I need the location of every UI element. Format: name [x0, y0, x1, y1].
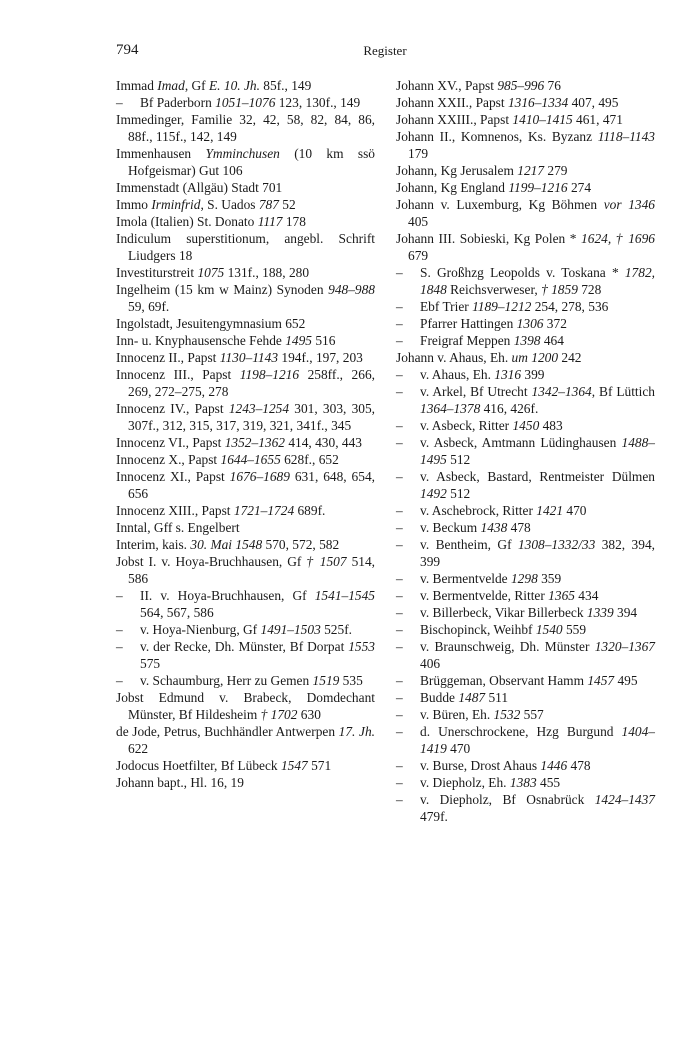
index-entry-text: v. Beckum 1438 478 [420, 520, 531, 535]
page-number: 794 [116, 42, 139, 58]
index-entry [396, 604, 655, 621]
index-column-left [116, 77, 375, 791]
index-entry [116, 145, 375, 179]
sub-entry-dash: – [396, 367, 403, 382]
sub-entry-dash: – [396, 435, 403, 450]
index-entry [396, 791, 655, 825]
index-entry [116, 757, 375, 774]
index-entry-text: v. Billerbeck, Vikar Billerbeck 1339 394 [420, 605, 638, 620]
index-entry [116, 196, 375, 213]
index-entry-text: Immenstadt (Allgäu) Stadt 701 [116, 180, 283, 195]
index-entry-text: Investiturstreit 1075 131f., 188, 280 [116, 265, 310, 280]
index-entry-text: Innocenz XI., Papst 1676–1689 631, 648, 654, 656 [116, 469, 375, 501]
index-entry [396, 723, 655, 757]
index-entry [116, 366, 375, 400]
sub-entry-dash: – [396, 384, 403, 399]
index-entry [396, 434, 655, 468]
index-entry-text: v. Asbeck, Amtmann Lüdinghausen 1488–1495 512 [420, 435, 655, 467]
index-entry [396, 128, 655, 162]
index-entry-text: Imola (Italien) St. Donato 1117 178 [116, 214, 306, 229]
index-entry [116, 230, 375, 264]
index-entry-text: v. Hoya-Nienburg, Gf 1491–1503 525f. [140, 622, 353, 637]
index-entry [396, 774, 655, 791]
index-entry-text: Brüggeman, Observant Hamm 1457 495 [420, 673, 638, 688]
index-entry [396, 162, 655, 179]
index-entry [396, 417, 655, 434]
index-entry-text: Innocenz IV., Papst 1243–1254 301, 303, 305, 307f., 312, 315, 317, 319, 321, 341f., 345 [116, 401, 375, 433]
index-entry [396, 94, 655, 111]
index-entry [116, 332, 375, 349]
index-entry [396, 570, 655, 587]
index-entry [396, 315, 655, 332]
index-entry-text: Johann XXIII., Papst 1410–1415 461, 471 [396, 112, 623, 127]
index-entry [116, 94, 375, 111]
index-entry-text: v. Bentheim, Gf 1308–1332/33 382, 394, 399 [420, 537, 655, 569]
sub-entry-dash: – [396, 605, 403, 620]
sub-entry-dash: – [396, 520, 403, 535]
index-entry [396, 587, 655, 604]
index-entry [116, 638, 375, 672]
index-entry [116, 587, 375, 621]
index-entry-text: Johann III. Sobieski, Kg Polen * 1624, † 1696 679 [396, 231, 655, 263]
index-entry-text: v. der Recke, Dh. Münster, Bf Dorpat 1553 575 [140, 639, 375, 671]
index-entry-text: v. Diepholz, Bf Osnabrück 1424–1437 479f. [420, 792, 655, 824]
index-entry-text: Freigraf Meppen 1398 464 [420, 333, 564, 348]
index-entry [396, 519, 655, 536]
sub-entry-dash: – [396, 333, 403, 348]
index-entry-text: v. Asbeck, Ritter 1450 483 [420, 418, 563, 433]
index-entry-text: v. Büren, Eh. 1532 557 [420, 707, 544, 722]
index-entry-text: Budde 1487 511 [420, 690, 509, 705]
index-entry-text: v. Ahaus, Eh. 1316 399 [420, 367, 545, 382]
running-title: Register [363, 43, 407, 58]
sub-entry-dash: – [116, 622, 123, 637]
index-entry [396, 298, 655, 315]
index-entry-text: Jobst I. v. Hoya-Bruchhausen, Gf † 1507 514, 586 [116, 554, 376, 586]
index-entry [116, 468, 375, 502]
index-entry [116, 672, 375, 689]
sub-entry-dash: – [116, 673, 123, 688]
index-entry [396, 638, 655, 672]
index-entry [396, 179, 655, 196]
sub-entry-dash: – [396, 503, 403, 518]
index-entry-text: v. Bermentvelde, Ritter 1365 434 [420, 588, 599, 603]
index-entry-text: Johann XV., Papst 985–996 76 [396, 78, 561, 93]
index-entry [396, 383, 655, 417]
index-entry [116, 723, 375, 757]
sub-entry-dash: – [116, 639, 123, 654]
index-entry [116, 111, 375, 145]
index-entry-text: Immedinger, Familie 32, 42, 58, 82, 84, 86, 88f., 115f., 142, 149 [116, 112, 375, 144]
index-entry [396, 502, 655, 519]
index-entry [396, 757, 655, 774]
index-entry [116, 774, 375, 791]
index-entry [396, 349, 655, 366]
sub-entry-dash: – [396, 571, 403, 586]
index-entry-text: Interim, kais. 30. Mai 1548 570, 572, 582 [116, 537, 340, 552]
index-entry [396, 196, 655, 230]
index-entry [396, 468, 655, 502]
sub-entry-dash: – [396, 673, 403, 688]
index-entry-text: II. v. Hoya-Bruchhausen, Gf 1541–1545 564, 567, 586 [140, 588, 375, 620]
index-entry [116, 621, 375, 638]
sub-entry-dash: – [396, 299, 403, 314]
sub-entry-dash: – [396, 537, 403, 552]
index-entry [396, 621, 655, 638]
index-entry [116, 451, 375, 468]
index-entry-text: v. Bermentvelde 1298 359 [420, 571, 562, 586]
index-entry-text: Bischopinck, Weihbf 1540 559 [420, 622, 587, 637]
sub-entry-dash: – [396, 418, 403, 433]
index-entry [116, 400, 375, 434]
index-entry-text: Bf Paderborn 1051–1076 123, 130f., 149 [140, 95, 361, 110]
index-entry [396, 706, 655, 723]
index-entry [396, 366, 655, 383]
sub-entry-dash: – [396, 622, 403, 637]
sub-entry-dash: – [396, 758, 403, 773]
index-entry [396, 689, 655, 706]
index-entry-text: Johann v. Ahaus, Eh. um 1200 242 [396, 350, 582, 365]
index-entry [396, 672, 655, 689]
sub-entry-dash: – [396, 469, 403, 484]
sub-entry-dash: – [396, 775, 403, 790]
index-entry [116, 315, 375, 332]
index-entry-text: Indiculum superstitionum, angebl. Schrift Liudgers 18 [116, 231, 375, 263]
index-entry-text: v. Schaumburg, Herr zu Gemen 1519 535 [140, 673, 363, 688]
index-column-right [396, 77, 655, 825]
sub-entry-dash: – [396, 792, 403, 807]
index-entry-text: Innocenz X., Papst 1644–1655 628f., 652 [116, 452, 339, 467]
index-entry-text: Pfarrer Hattingen 1306 372 [420, 316, 567, 331]
index-entry [396, 111, 655, 128]
sub-entry-dash: – [396, 316, 403, 331]
index-entry-text: Innocenz III., Papst 1198–1216 258ff., 266, 269, 272–275, 278 [116, 367, 375, 399]
index-entry [116, 349, 375, 366]
index-entry-text: Ingolstadt, Jesuitengymnasium 652 [116, 316, 306, 331]
index-entry-text: S. Großhzg Leopolds v. Toskana * 1782, 1848 Reichsverweser, † 1859 728 [420, 265, 655, 297]
index-entry [396, 230, 655, 264]
index-entry [116, 281, 375, 315]
index-entry [116, 77, 375, 94]
sub-entry-dash: – [396, 639, 403, 654]
index-entry-text: Immad Imad, Gf E. 10. Jh. 85f., 149 [116, 78, 312, 93]
index-entry [116, 536, 375, 553]
index-entry-text: Johann II., Komnenos, Ks. Byzanz 1118–1143 179 [396, 129, 655, 161]
index-entry-text: Inn- u. Knyphausensche Fehde 1495 516 [116, 333, 336, 348]
index-entry-text: de Jode, Petrus, Buchhändler Antwerpen 17. Jh. 622 [116, 724, 376, 756]
index-entry-text: Immo Irminfrid, S. Uados 787 52 [116, 197, 296, 212]
page-header [116, 42, 654, 62]
index-entry [116, 213, 375, 230]
index-entry-text: Jodocus Hoetfilter, Bf Lübeck 1547 571 [116, 758, 332, 773]
index-entry [396, 264, 655, 298]
index-entry [116, 502, 375, 519]
index-entry-text: Inntal, Gff s. Engelbert [116, 520, 240, 535]
index-entry-text: Johann, Kg Jerusalem 1217 279 [396, 163, 568, 178]
sub-entry-dash: – [396, 588, 403, 603]
index-entry-text: Johann, Kg England 1199–1216 274 [396, 180, 592, 195]
index-entry-text: Ebf Trier 1189–1212 254, 278, 536 [420, 299, 609, 314]
index-entry-text: Jobst Edmund v. Brabeck, Domdechant Münster, Bf Hildesheim † 1702 630 [116, 690, 375, 722]
index-entry-text: Johann XXII., Papst 1316–1334 407, 495 [396, 95, 619, 110]
index-entry [396, 332, 655, 349]
index-entry [396, 536, 655, 570]
index-entry-text: v. Arkel, Bf Utrecht 1342–1364, Bf Lüttich 1364–1378 416, 426f. [420, 384, 655, 416]
index-entry-text: v. Aschebrock, Ritter 1421 470 [420, 503, 587, 518]
sub-entry-dash: – [396, 690, 403, 705]
index-entry-text: v. Braunschweig, Dh. Münster 1320–1367 406 [420, 639, 655, 671]
index-entry-text: Innocenz II., Papst 1130–1143 194f., 197, 203 [116, 350, 363, 365]
sub-entry-dash: – [116, 588, 123, 603]
sub-entry-dash: – [396, 265, 403, 280]
index-entry [116, 553, 375, 587]
sub-entry-dash: – [396, 724, 403, 739]
index-entry-text: Johann bapt., Hl. 16, 19 [116, 775, 244, 790]
index-entry-text: v. Asbeck, Bastard, Rentmeister Dülmen 1492 512 [420, 469, 655, 501]
sub-entry-dash: – [396, 707, 403, 722]
index-entry-text: Innocenz VI., Papst 1352–1362 414, 430, 443 [116, 435, 362, 450]
index-entry-text: Johann v. Luxemburg, Kg Böhmen vor 1346 405 [396, 197, 656, 229]
sub-entry-dash: – [116, 95, 123, 110]
index-entry-text: Innocenz XIII., Papst 1721–1724 689f. [116, 503, 326, 518]
index-entry [116, 179, 375, 196]
index-entry-text: v. Burse, Drost Ahaus 1446 478 [420, 758, 591, 773]
index-entry-text: Immenhausen Ymminchusen (10 km ssö Hofgeismar) Gut 106 [116, 146, 375, 178]
index-entry-text: v. Diepholz, Eh. 1383 455 [420, 775, 561, 790]
index-entry [396, 77, 655, 94]
index-entry [116, 434, 375, 451]
index-entry [116, 519, 375, 536]
index-entry-text: Ingelheim (15 km w Mainz) Synoden 948–988 59, 69f. [116, 282, 375, 314]
index-entry [116, 689, 375, 723]
index-entry-text: d. Unerschrockene, Hzg Burgund 1404–1419 470 [420, 724, 655, 756]
index-entry [116, 264, 375, 281]
